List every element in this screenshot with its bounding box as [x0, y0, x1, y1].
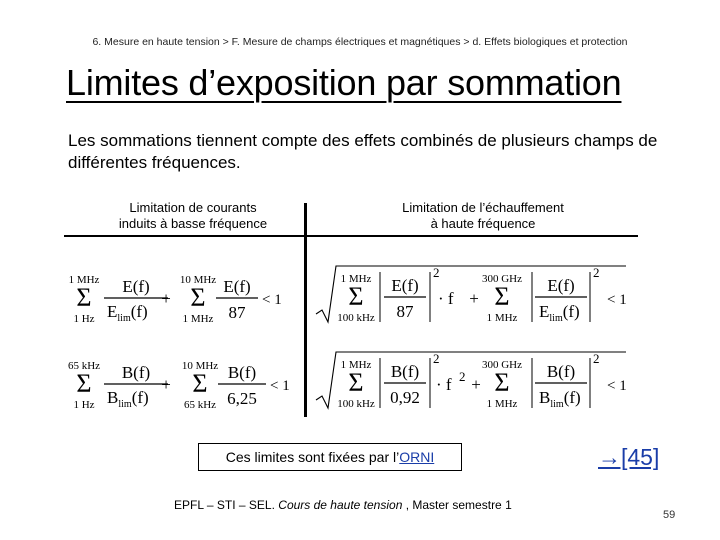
e-low-plus: + — [161, 289, 171, 308]
limits-note-text: Ces limites sont fixées par l’ — [225, 449, 400, 465]
e-high-num2: E(f) — [547, 276, 575, 295]
b-high-den2: $B_{lim}(f)$ — [539, 388, 581, 410]
e-high-exp1: 2 — [433, 265, 440, 280]
b-low-sum2-upper: 10 MHz — [181, 360, 219, 372]
footer — [174, 498, 512, 512]
b-high-sum2-lower: 1 MHz — [486, 398, 518, 410]
e-high-exp2: 2 — [593, 265, 600, 280]
right-column-header — [340, 200, 626, 232]
formula-row-e — [66, 264, 638, 324]
b-low-num2: B(f) — [227, 363, 257, 382]
e-low-den2: 87 — [228, 303, 246, 322]
b-high-den1: 0,92 — [390, 388, 420, 407]
right-header-line2: à haute fréquence — [430, 216, 536, 231]
formula-row-b-svg — [66, 350, 638, 410]
b-high-mult-exp: 2 — [459, 369, 466, 384]
b-low-sum1-upper: 65 kHz — [67, 360, 101, 372]
orni-link[interactable]: ORNI — [399, 449, 435, 465]
b-high-num1: B(f) — [390, 362, 420, 381]
b-low-num1: B(f) — [121, 363, 151, 382]
right-header-line1: Limitation de l’échauffement — [402, 200, 564, 215]
e-low-num1: E(f) — [122, 277, 150, 296]
e-low-sum2-upper: 10 MHz — [179, 274, 217, 286]
e-low-sum1-sigma: Σ — [76, 283, 92, 312]
formula-b-low — [68, 360, 290, 410]
b-high-sum2-upper: 300 GHz — [481, 359, 523, 371]
formula-b-high — [316, 351, 627, 410]
b-low-sum1-lower: 1 Hz — [73, 399, 95, 410]
e-high-sum1-upper: 1 MHz — [340, 273, 372, 285]
formula-row-b — [66, 350, 638, 410]
e-high-sum2-lower: 1 MHz — [486, 312, 518, 324]
left-column-header — [88, 200, 298, 232]
e-high-sum1-lower: 100 kHz — [337, 312, 375, 324]
left-header-line1: Limitation de courants — [129, 200, 257, 215]
e-high-mult: · f — [438, 289, 454, 308]
e-low-sum2-lower: 1 MHz — [182, 313, 214, 324]
e-low-den1: $E_{lim}(f)$ — [107, 302, 148, 324]
b-low-rel: < 1 — [270, 378, 290, 394]
left-header-line2: induits à basse fréquence — [118, 216, 268, 231]
e-high-plus: + — [469, 289, 479, 308]
e-high-den1: 87 — [396, 302, 414, 321]
b-high-exp1: 2 — [433, 351, 440, 366]
limits-note-box — [198, 443, 462, 471]
intro-text: Les sommations tiennent compte des effets combinés de plusieurs champs de différentes fréquences. — [68, 131, 658, 172]
b-high-sum2-sigma: Σ — [494, 368, 510, 397]
b-high-sum1-lower: 100 kHz — [337, 398, 375, 410]
b-low-den2: 6,25 — [227, 389, 257, 408]
formula-row-e-svg — [66, 264, 638, 324]
b-high-num2: B(f) — [546, 362, 576, 381]
b-low-sum2-lower: 65 kHz — [183, 399, 217, 410]
e-low-num2: E(f) — [223, 277, 251, 296]
b-low-sum1-sigma: Σ — [76, 369, 92, 398]
e-low-rel: < 1 — [262, 292, 282, 308]
e-high-num1: E(f) — [391, 276, 419, 295]
e-low-sum1-upper: 1 MHz — [68, 274, 100, 286]
b-low-sum2-sigma: Σ — [192, 369, 208, 398]
header-rule-right — [306, 235, 638, 237]
e-low-sum1-lower: 1 Hz — [73, 313, 95, 324]
formula-e-high — [316, 265, 627, 324]
e-high-den2: $E_{lim}(f)$ — [539, 302, 580, 324]
footer-course: Cours de haute tension — [278, 498, 403, 512]
breadcrumb: 6. Mesure en haute tension > F. Mesure de champs électriques et magnétiques > d. Effets biologiques et protection — [92, 36, 628, 48]
e-low-sum2-sigma: Σ — [190, 283, 206, 312]
formula-e-low — [69, 274, 282, 324]
b-low-den1: $B_{lim}(f)$ — [107, 388, 149, 410]
b-high-sum1-sigma: Σ — [348, 368, 364, 397]
b-high-mult: · f — [436, 375, 452, 394]
e-high-rel: < 1 — [607, 292, 627, 308]
b-high-rel: < 1 — [607, 378, 627, 394]
reference-link[interactable]: →[45] — [598, 444, 660, 470]
e-high-sum2-sigma: Σ — [494, 282, 510, 311]
b-low-plus: + — [161, 375, 171, 394]
e-high-sum2-upper: 300 GHz — [481, 273, 523, 285]
header-rule-left — [64, 235, 304, 237]
slide-title: Limites d’exposition par sommation — [66, 62, 622, 103]
b-high-exp2: 2 — [593, 351, 600, 366]
footer-prefix: EPFL – STI – SEL. — [174, 498, 279, 512]
footer-suffix: , Master semestre 1 — [402, 498, 512, 512]
b-high-sum1-upper: 1 MHz — [340, 359, 372, 371]
b-high-plus: + — [471, 375, 481, 394]
e-high-sum1-sigma: Σ — [348, 282, 364, 311]
page-number: 59 — [663, 509, 676, 521]
